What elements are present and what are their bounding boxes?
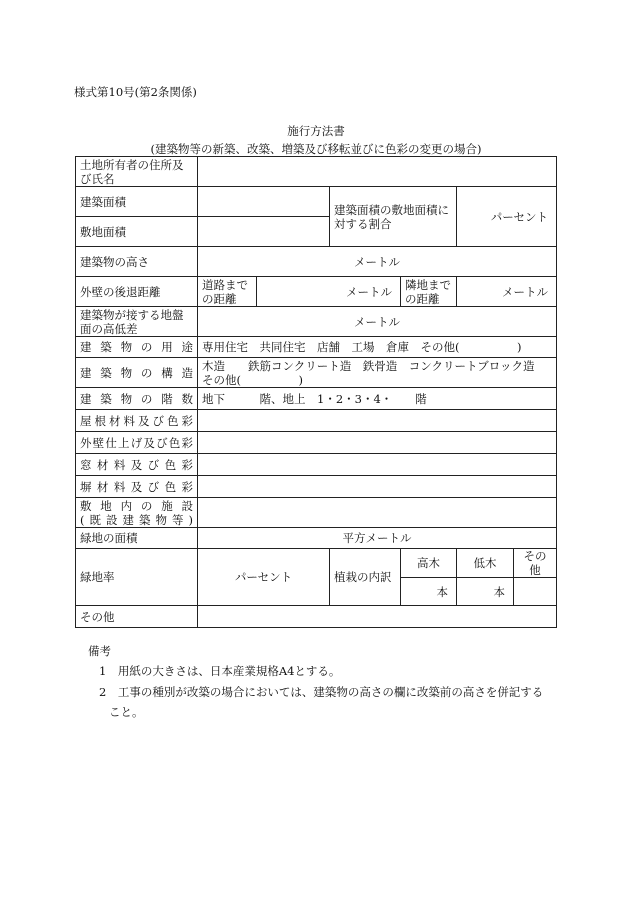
green-area-label: 緑地の面積: [76, 528, 198, 549]
roof-value[interactable]: [198, 410, 557, 432]
facility-value[interactable]: [198, 498, 557, 528]
row-window: [76, 454, 557, 476]
structure-options-line2: その他( ): [202, 372, 303, 387]
facility-label-line2: (既設建築物等): [80, 512, 193, 527]
row-setback: [76, 277, 557, 307]
structure-label: 建築物の構造: [76, 358, 198, 388]
green-ratio-label: 緑地率: [76, 549, 198, 606]
note-item-2-line1: 2 工事の種別が改築の場合においては、建築物の高さの欄に改築前の高さを併記する: [99, 685, 544, 699]
structure-options[interactable]: [198, 358, 557, 388]
row-roof: [76, 410, 557, 432]
other-tree-label: その他: [514, 549, 557, 578]
neighbor-distance-label: 隣地までの距離: [401, 277, 457, 307]
structure-options-line1: 木造 鉄筋コンクリート造 鉄骨造 コンクリートブロック造: [202, 358, 535, 373]
note-item-1: 1 用紙の大きさは、日本産業規格A4とする。: [99, 664, 341, 678]
site-area-label: 敷地面積: [76, 217, 198, 247]
other-label: その他: [76, 606, 198, 628]
floors-value[interactable]: 地下 階、地上 1・2・3・4・ 階: [198, 388, 557, 410]
document-title: 施行方法書: [287, 124, 345, 138]
floors-label: 建築物の階数: [76, 388, 198, 410]
fence-label: 塀材料及び色彩: [76, 476, 198, 498]
roof-label: 屋根材料及び色彩: [76, 410, 198, 432]
row-use: [76, 337, 557, 358]
owner-value[interactable]: [198, 157, 557, 187]
row-height: [76, 247, 557, 277]
ground-diff-label: 建築物が接する地盤面の高低差: [76, 307, 198, 337]
setback-label: 外壁の後退距離: [76, 277, 198, 307]
neighbor-distance-unit[interactable]: メートル: [457, 277, 557, 307]
row-wall: [76, 432, 557, 454]
owner-label: 土地所有者の住所及び氏名: [76, 157, 198, 187]
site-area-value[interactable]: [198, 217, 330, 247]
ground-diff-unit[interactable]: メートル: [198, 307, 557, 337]
use-options[interactable]: 専用住宅 共同住宅 店舗 工場 倉庫 その他( ): [198, 337, 557, 358]
height-label: 建築物の高さ: [76, 247, 198, 277]
road-distance-unit[interactable]: メートル: [257, 277, 401, 307]
road-distance-label: 道路までの距離: [198, 277, 257, 307]
note-item-2-line2: こと。: [109, 705, 144, 719]
building-area-value[interactable]: [198, 187, 330, 217]
use-label: 建築物の用途: [76, 337, 198, 358]
ratio-label: 建築面積の敷地面積に対する割合: [330, 187, 457, 247]
ratio-unit[interactable]: パーセント: [457, 187, 557, 247]
row-fence: [76, 476, 557, 498]
facility-label: [76, 498, 198, 528]
height-unit[interactable]: メートル: [198, 247, 557, 277]
planting-label: 植栽の内訳: [330, 549, 401, 606]
facility-label-line1: 敷地内の施設: [80, 498, 193, 513]
window-value[interactable]: [198, 454, 557, 476]
row-building-area: [76, 187, 557, 217]
application-form-table: [75, 156, 556, 628]
wall-label: 外壁仕上げ及び色彩: [76, 432, 198, 454]
building-area-label: 建築面積: [76, 187, 198, 217]
row-other: [76, 606, 557, 628]
window-label: 窓材料及び色彩: [76, 454, 198, 476]
document-subtitle: (建築物等の新築、改築、増築及び移転並びに色彩の変更の場合): [150, 142, 482, 156]
green-area-unit[interactable]: 平方メートル: [198, 528, 557, 549]
row-facility: [76, 498, 557, 528]
tall-tree-label: 高木: [401, 549, 457, 578]
other-tree-count[interactable]: [514, 578, 557, 606]
tall-tree-count[interactable]: 本: [401, 578, 457, 606]
low-tree-count[interactable]: 本: [457, 578, 514, 606]
row-green-ratio-top: [76, 549, 557, 578]
low-tree-label: 低木: [457, 549, 514, 578]
row-owner: [76, 157, 557, 187]
form-number: 様式第10号(第2条関係): [74, 85, 197, 99]
row-green-area: [76, 528, 557, 549]
wall-value[interactable]: [198, 432, 557, 454]
fence-value[interactable]: [198, 476, 557, 498]
row-floors: [76, 388, 557, 410]
green-ratio-unit[interactable]: パーセント: [198, 549, 330, 606]
notes-heading: 備考: [88, 644, 111, 658]
row-ground-diff: [76, 307, 557, 337]
other-value[interactable]: [198, 606, 557, 628]
row-structure: [76, 358, 557, 388]
